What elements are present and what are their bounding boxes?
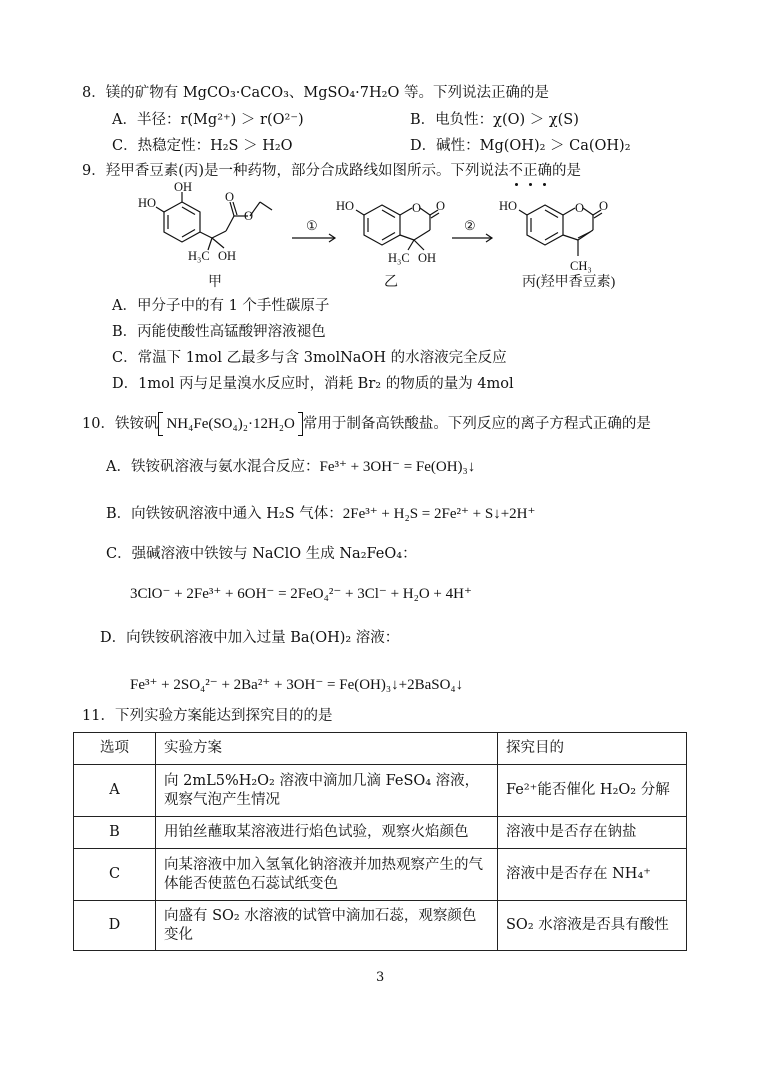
jia-name: 甲 (208, 275, 222, 290)
jia-o-label: O (225, 190, 235, 204)
q10-b-text: B．向铁铵矾溶液中通入 H₂S 气体： (106, 506, 343, 522)
table-row (74, 849, 687, 901)
q9-option-a: A．甲分子中的有 1 个手性碳原子 (112, 298, 330, 314)
bing-ho-label: HO (499, 199, 518, 213)
header-option: 选项 (74, 733, 156, 765)
q9-stem-emphasis: 不正确 (509, 163, 553, 179)
q10-b-equation: 2Fe³⁺ + H₂S = 2Fe²⁺ + S↓+2H⁺ (342, 506, 536, 522)
row-plan: 向某溶液中加入氢氧化钠溶液并加热观察产生的气体能否使蓝色石蕊试纸变色 (156, 849, 498, 901)
q8-option-d: D．碱性：Mg(OH)₂ ＞ Ca(OH)₂ (410, 138, 631, 154)
yi-h3c-label: H₃C (388, 251, 410, 265)
q10-option-d: D．向铁铵矾溶液中加入过量 Ba(OH)₂ 溶液： (100, 630, 400, 646)
q10-d-equation: Fe³⁺ + 2SO₄²⁻ + 2Ba²⁺ + 3OH⁻ = Fe(OH)₃↓+2BaSO₄↓ (130, 677, 464, 693)
q10-formula: NH₄Fe(SO₄)₂·12H₂O (166, 416, 295, 432)
q9-option-c: C．常温下 1mol 乙最多与含 3molNaOH 的水溶液完全反应 (112, 350, 507, 366)
bing-ring-o-label: O (575, 201, 585, 215)
q10-option-b (106, 505, 535, 523)
synthesis-scheme (130, 180, 650, 295)
jia-ho-label: HO (138, 196, 157, 210)
bing-ch3-label: CH₃ (570, 259, 592, 273)
q9-stem-pre: 9．羟甲香豆素(丙)是一种药物，部分合成路线如图所示。下列说法 (82, 163, 509, 179)
table-row (74, 765, 687, 817)
jia-ester-o-label: O (244, 209, 254, 223)
q11-stem: 11．下列实验方案能达到探究目的的是 (82, 708, 333, 724)
yi-name: 乙 (384, 275, 398, 290)
row-option: D (74, 901, 156, 951)
q10-stem-post: 常用于制备高铁酸盐。下列反应的离子方程式正确的是 (302, 416, 651, 432)
q9-option-d: D．1mol 丙与足量溴水反应时，消耗 Br₂ 的物质的量为 4mol (112, 376, 514, 392)
row-option: B (74, 817, 156, 849)
q10-option-a (106, 458, 475, 476)
row-option: C (74, 849, 156, 901)
row-goal: Fe²⁺能否催化 H₂O₂ 分解 (498, 765, 687, 817)
jia-h3c-label: H₃C (188, 249, 210, 263)
q8-stem: 8．镁的矿物有 MgCO₃·CaCO₃、MgSO₄·7H₂O 等。下列说法正确的是 (82, 85, 549, 101)
step1-label: ① (306, 218, 318, 233)
q8-option-c: C．热稳定性：H₂S ＞ H₂O (112, 138, 293, 154)
table-header-row (74, 733, 687, 765)
yi-ring-o-label: O (412, 201, 422, 215)
row-plan: 用铂丝蘸取某溶液进行焰色试验，观察火焰颜色 (156, 817, 498, 849)
yi-ho-label: HO (336, 199, 355, 213)
step2-label: ② (464, 218, 476, 233)
jia-oh-label: OH (174, 180, 193, 194)
yi-oh-label: OH (418, 251, 437, 265)
q10-a-text: A．铁铵矾溶液与氨水混合反应： (106, 459, 320, 475)
yi-o-label: O (436, 199, 446, 213)
row-plan: 向盛有 SO₂ 水溶液的试管中滴加石蕊，观察颜色变化 (156, 901, 498, 951)
q9-option-b: B．丙能使酸性高锰酸钾溶液褪色 (112, 324, 326, 340)
header-plan: 实验方案 (156, 733, 498, 765)
q8-option-b: B．电负性：χ(O) ＞ χ(S) (410, 112, 579, 128)
q10-option-c: C．强碱溶液中铁铵与 NaClO 生成 Na₂FeO₄： (106, 546, 417, 562)
q10-c-equation: 3ClO⁻ + 2Fe³⁺ + 6OH⁻ = 2FeO₄²⁻ + 3Cl⁻ + H₂O + 4H⁺ (130, 586, 472, 602)
bing-name: 丙(羟甲香豆素) (522, 275, 616, 290)
row-goal: 溶液中是否存在钠盐 (498, 817, 687, 849)
q11-table (73, 732, 687, 951)
row-goal: SO₂ 水溶液是否具有酸性 (498, 901, 687, 951)
q9-stem-post: 的是 (552, 163, 582, 179)
q8-option-a: A．半径：r(Mg²⁺) ＞ r(O²⁻) (112, 112, 304, 128)
jia-oh2-label: OH (218, 249, 237, 263)
table-row (74, 817, 687, 849)
row-plan: 向 2mL5%H₂O₂ 溶液中滴加几滴 FeSO₄ 溶液，观察气泡产生情况 (156, 765, 498, 817)
table-row (74, 901, 687, 951)
q10-stem (82, 412, 651, 436)
q9-stem (82, 163, 581, 180)
q10-a-equation: Fe³⁺ + 3OH⁻ = Fe(OH)₃↓ (319, 459, 476, 475)
row-option: A (74, 765, 156, 817)
bing-o-label: O (599, 199, 609, 213)
row-goal: 溶液中是否存在 NH₄⁺ (498, 849, 687, 901)
q10-stem-pre: 10．铁铵矾 (82, 416, 159, 432)
header-goal: 探究目的 (498, 733, 687, 765)
page-number: 3 (376, 970, 385, 985)
